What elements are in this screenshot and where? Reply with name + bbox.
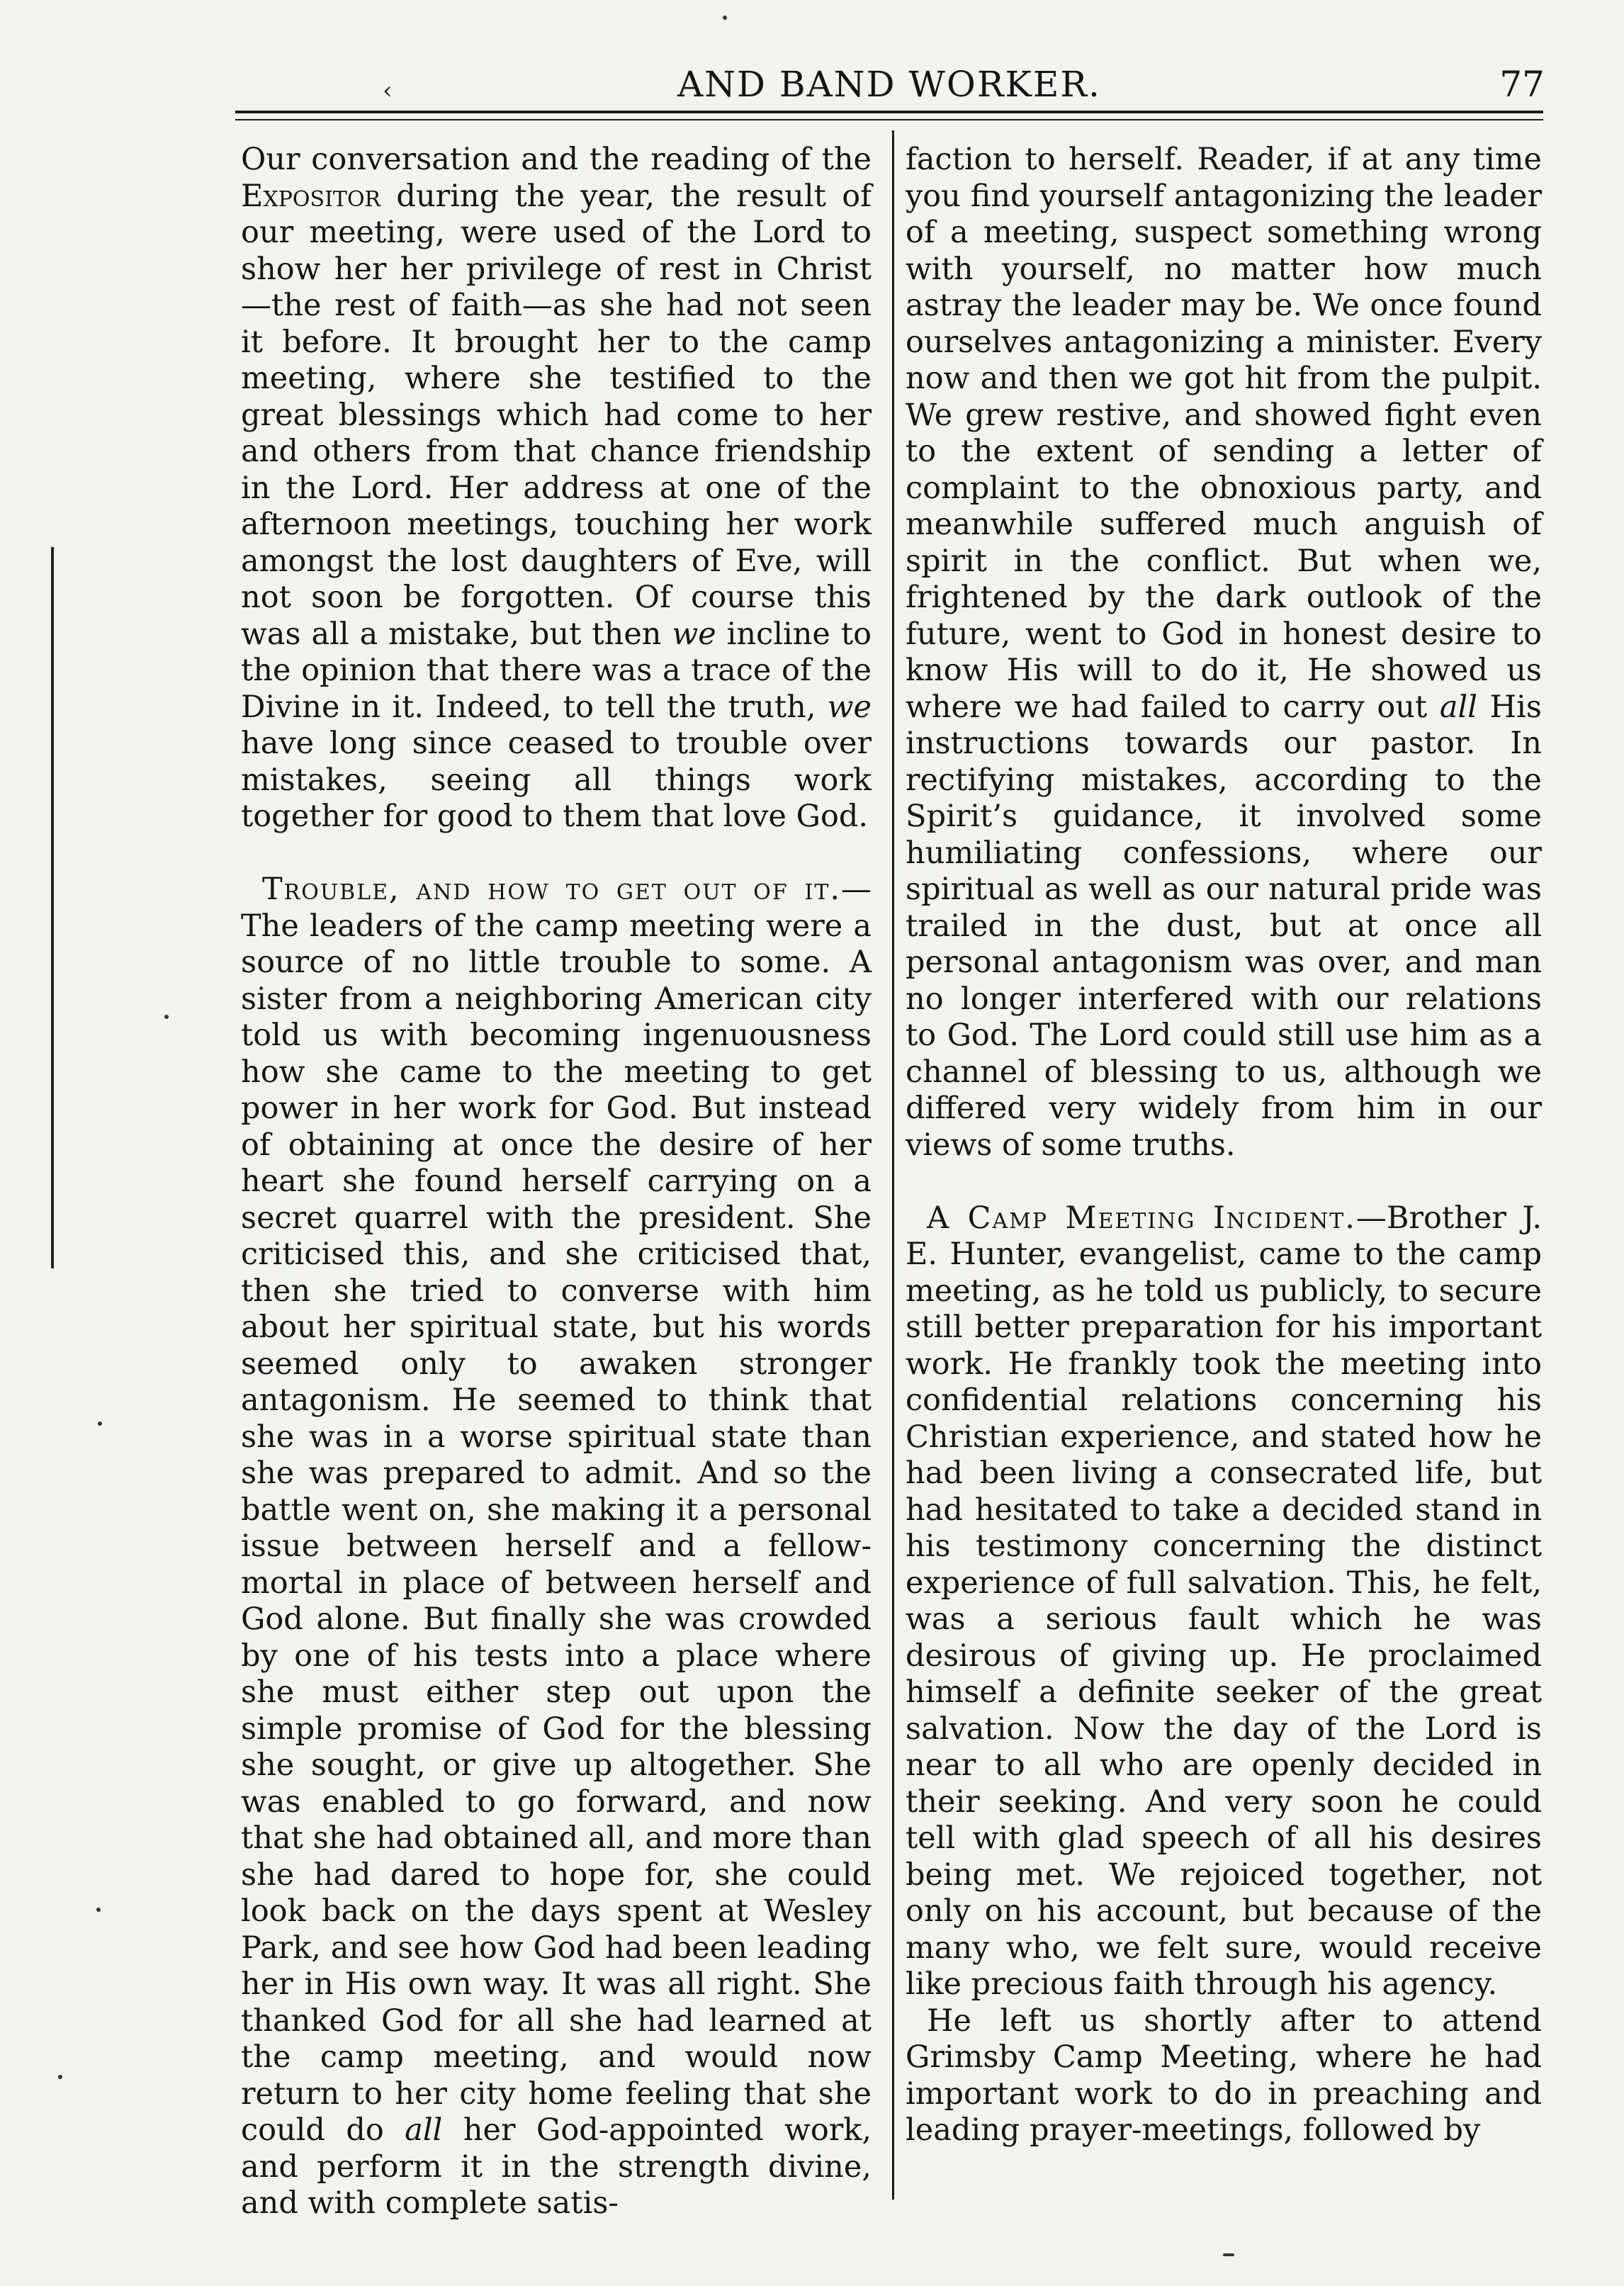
expositor-title: Expositor <box>241 178 381 214</box>
speck <box>723 16 727 20</box>
paragraph-text: He left us shortly after to attend Grimsby Camp Meeting, where he had important work to do in preaching and leading prayer-meetings, followed by <box>906 2003 1542 2148</box>
emphasis-we: we <box>672 616 716 652</box>
left-column <box>241 142 872 2222</box>
section-title-trouble: Trouble, and how to get out of it. <box>262 872 841 907</box>
margin-mark <box>51 547 54 1268</box>
paragraph-text: His instructions towards our pastor. In rectifying mistakes, according to the Spirit’s guidance, it involved some humiliating confessions, where our spiritual as well as our natural pride was trailed in the dust, but at once all personal antagonism was over, and man no longer interfered with our relations to God. The Lord could still use him as a channel of blessing to us, although we differed very widely from him in our views of some truths. <box>906 689 1542 1163</box>
paragraph-text: during the year, the result of our meeting, were used of the Lord to show her her privilege of rest in Christ —the rest of faith—as she had not seen it before. It brought her to the camp meeting, where she testified to the great blessings which had come to her and others from that chance friendship in the Lord. Her address at one of the afternoon meetings, touching her work amongst the lost daughters of Eve, will not soon be forgotten. Of course this was all a mistake, but then <box>241 178 872 652</box>
right-column <box>906 142 1542 2149</box>
paragraph-continuation <box>906 142 1542 1164</box>
paragraph-camp-meeting-incident <box>906 1200 1542 2003</box>
page-number: 77 <box>1499 64 1545 105</box>
running-title: AND BAND WORKER. <box>677 64 1101 105</box>
emphasis-all: all <box>1439 689 1478 725</box>
paragraph-text: her God-appointed work, and perform it in the strength divine, and with complete satis- <box>241 2112 872 2221</box>
header-mark: ‹ <box>383 77 393 105</box>
emphasis-all: all <box>405 2112 443 2148</box>
emphasis-we: we <box>827 689 872 725</box>
speck <box>58 2075 62 2079</box>
header-rule-thin <box>235 119 1543 120</box>
paragraph-expositor <box>241 142 872 835</box>
speck <box>164 1015 169 1019</box>
paragraph-text: have long since ceased to trouble over mistakes, seeing all things work together for good to them that love God. <box>241 726 872 834</box>
speck <box>1223 2253 1234 2256</box>
header-rule-thick <box>235 111 1543 113</box>
section-title-incident: A Camp Meeting Incident. <box>927 1200 1356 1236</box>
speck <box>96 1908 101 1912</box>
paragraph-text: faction to herself. Reader, if at any time you find yourself antagonizing the leader of a meeting, suspect something wrong with yourself, no matter how much astray the leader may be. We once found ourselves antagonizing a minister. Every now and then we got hit from the pulpit. We grew restive, and showed fight even to the extent of sending a letter of complaint to the obnoxious party, and meanwhile suffered much anguish of spirit in the conflict. But when we, frightened by the dark outlook of the future, went to God in honest desire to know His will to do it, He showed us where we had failed to carry out <box>906 142 1542 725</box>
speck <box>98 1421 102 1426</box>
column-divider <box>892 130 894 2200</box>
paragraph-grimsby <box>906 2003 1542 2149</box>
paragraph-text: Our conversation and the reading of the <box>241 142 872 177</box>
page-header <box>234 55 1545 105</box>
paragraph-text: incline to the opinion that there was a trace of the Divine in it. Indeed, to tell the truth, <box>241 616 872 725</box>
paragraph-trouble <box>241 872 872 2222</box>
paragraph-text: —Brother J. E. Hunter, evangelist, came to the camp meeting, as he told us publicly, to secure still better preparation for his important work. He frankly took the meeting into confidential relations concerning his Christian experience, and stated how he had been living a consecrated life, but had hesitated to take a decided stand in his testimony concerning the distinct experience of full salvation. This, he felt, was a serious fault which he was desirous of giving up. He proclaimed himself a definite seeker of the great salvation. Now the day of the Lord is near to all who are openly decided in their seeking. And very soon he could tell with glad speech of all his desires being met. We rejoiced together, not only on his account, but because of the many who, we felt sure, would receive like precious faith through his agency. <box>906 1200 1542 2002</box>
paragraph-text: —The leaders of the camp meeting were a source of no little trouble to some. A sister from a neighboring American city told us with becoming ingenuousness how she came to the meeting to get power in her work for God. But instead of obtaining at once the desire of her heart she found herself carrying on a secret quarrel with the president. She criticised this, and she criticised that, then she tried to converse with him about her spiritual state, but his words seemed only to awaken stronger antagonism. He seemed to think that she was in a worse spiritual state than she was prepared to admit. And so the battle went on, she making it a personal issue between herself and a fellow-mortal in place of between herself and God alone. But finally she was crowded by one of his tests into a place where she must either step out upon the simple promise of God for the blessing she sought, or give up altogether. She was enabled to go forward, and now that she had obtained all, and more than she had dared to hope for, she could look back on the days spent at Wesley Park, and see how God had been leading her in His own way. It was all right. She thanked God for all she had learned at the camp meeting, and would now return to her city home feeling that she could do <box>241 872 872 2148</box>
